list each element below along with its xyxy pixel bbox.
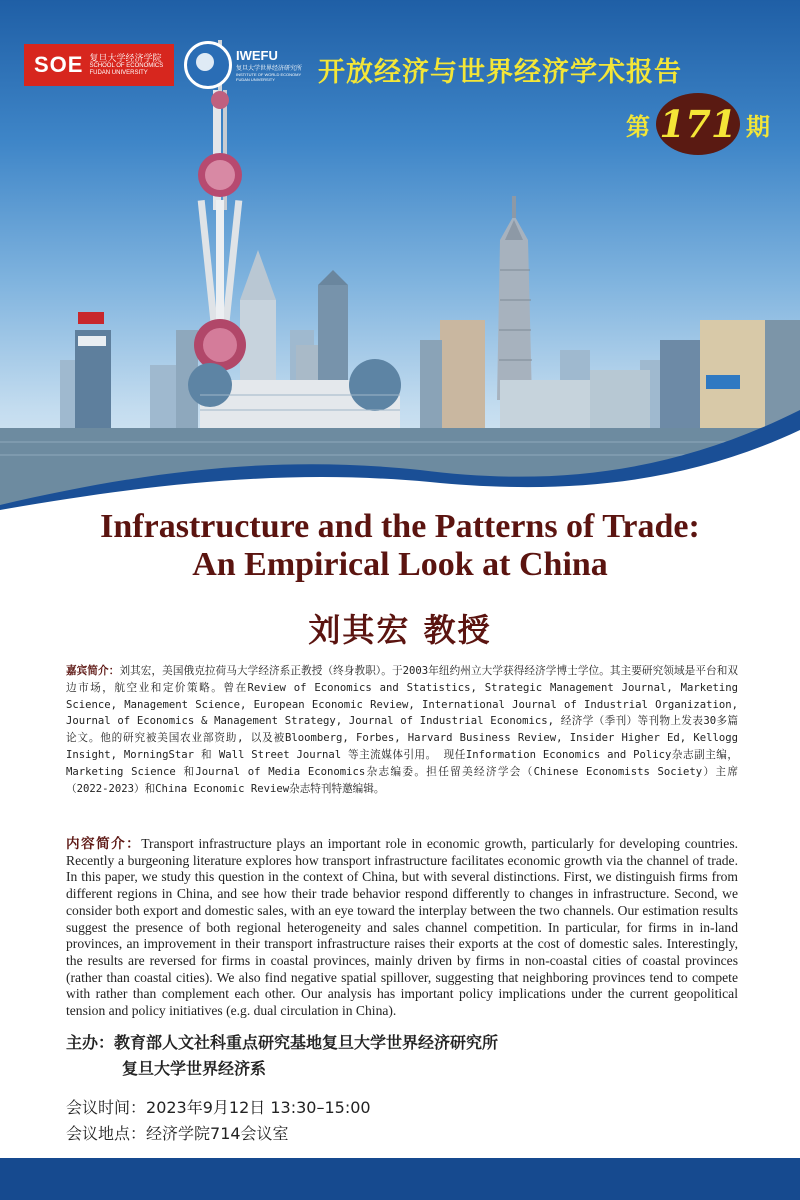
issue-number: 171	[656, 93, 740, 155]
talk-abstract	[66, 836, 738, 1020]
talk-title-line-2: An Empirical Look at China	[192, 546, 608, 583]
soe-logo-mark: SOE	[34, 52, 84, 77]
issue-badge	[626, 93, 770, 155]
abstract-label: 内容简介：	[66, 836, 142, 852]
issue-suffix: 期	[746, 112, 770, 141]
soe-logo-en-2: FUDAN UNIVERSITY	[89, 69, 148, 76]
talk-title-line-1: Infrastructure and the Patterns of Trade:	[100, 508, 700, 545]
soe-logo-cn: 复旦大学经济学院	[89, 52, 162, 63]
meeting-place: 经济学院714会议室	[146, 1124, 289, 1143]
iwefu-logo-en-1: INSTITUTE OF WORLD ECONOMY	[236, 72, 302, 77]
header-banner	[0, 0, 800, 510]
host-line-1: 教育部人文社科重点研究基地复旦大学世界经济研究所	[114, 1033, 499, 1052]
series-title: 开放经济与世界经济学术报告	[318, 57, 682, 88]
meeting-time: 2023年9月12日 13:30–15:00	[146, 1098, 371, 1117]
soe-logo	[24, 44, 174, 86]
talk-title	[0, 508, 800, 584]
issue-prefix: 第	[626, 112, 650, 141]
bio-text: 刘其宏，美国俄克拉荷马大学经济系正教授（终身教职）。于2003年纽约州立大学获得经济学博士学位。其主要研究领域是平台和双边市场，航空业和定价策略。曾在Review of Economics and Statistics, Strategic Management Journal, Marketing Science, Management Science, European Economic Review, International Journal of Industrial Organization, Journal of Economics & Management Strategy, Journal of Industrial Economics, 经济学（季刊）等刊物上发表30多篇论文。他的研究被美国农业部资助, 以及被Bloomberg, Forbes, Harvard Business Review, Insider Higher Ed, Kellogg Insight, MorningStar 和 Wall Street Journal 等主流媒体引用。 现任Information Economics and Policy杂志副主编，Marketing Science 和Journal of Media Economics杂志编委。担任留美经济学会（Chinese Economists Society）主席（2022-2023）和China Economic Review杂志特刊特邀编辑。	[66, 665, 739, 795]
speaker-name: 刘其宏 教授	[308, 611, 492, 649]
abstract-text: Transport infrastructure plays an important role in economic growth, particularly for developing countries. Recently a burgeoning literature explores how transport infrastructure facilitates economic growth via the channel of trade. In this paper, we study this question in the context of China, but with several distinctions. First, we distinguish firms from different regions in China, and see how their trade behavior respond differently to changes in infrastructure. Second, we consider both export and domestic sales, with an eye toward the interplay between the two channels. Our estimation results suggest the presence of both regional heterogeneity and sales channel competition. In particular, for firms in in-land provinces, an improvement in their transport infrastructure raises their exports at the cost of domestic sales. Interestingly, the results are reversed for firms in coastal provinces, mainly driven by firms in non-coastal cities of coastal provinces (rather than coastal cities). We also find negative spatial spillover, suggesting that neighboring provinces tend to compete with rather than complement each other. Our analysis has important policy implications under the current geopolitical tension and policy initiatives (e.g. dual circulation in China).	[66, 836, 739, 1019]
bio-label: 嘉宾简介：	[66, 665, 120, 677]
meeting-time-label: 会议时间：	[66, 1098, 147, 1117]
speaker-bio	[66, 663, 738, 797]
iwefu-logo	[184, 40, 304, 90]
iwefu-logo-mark: IWEFU	[236, 48, 278, 63]
meeting-info	[66, 1095, 371, 1147]
meeting-place-label: 会议地点：	[66, 1124, 147, 1143]
iwefu-logo-en-2: FUDAN UNIVERSITY	[236, 77, 275, 82]
iwefu-logo-cn: 复旦大学世界经济研究所	[236, 66, 303, 72]
host-organizers	[66, 1030, 498, 1082]
host-label: 主办：	[66, 1033, 115, 1052]
soe-logo-en-1: SCHOOL OF ECONOMICS	[89, 63, 164, 70]
globe-icon	[184, 41, 232, 89]
footer-bar	[0, 1158, 800, 1200]
host-line-2: 复旦大学世界经济系	[122, 1059, 267, 1078]
